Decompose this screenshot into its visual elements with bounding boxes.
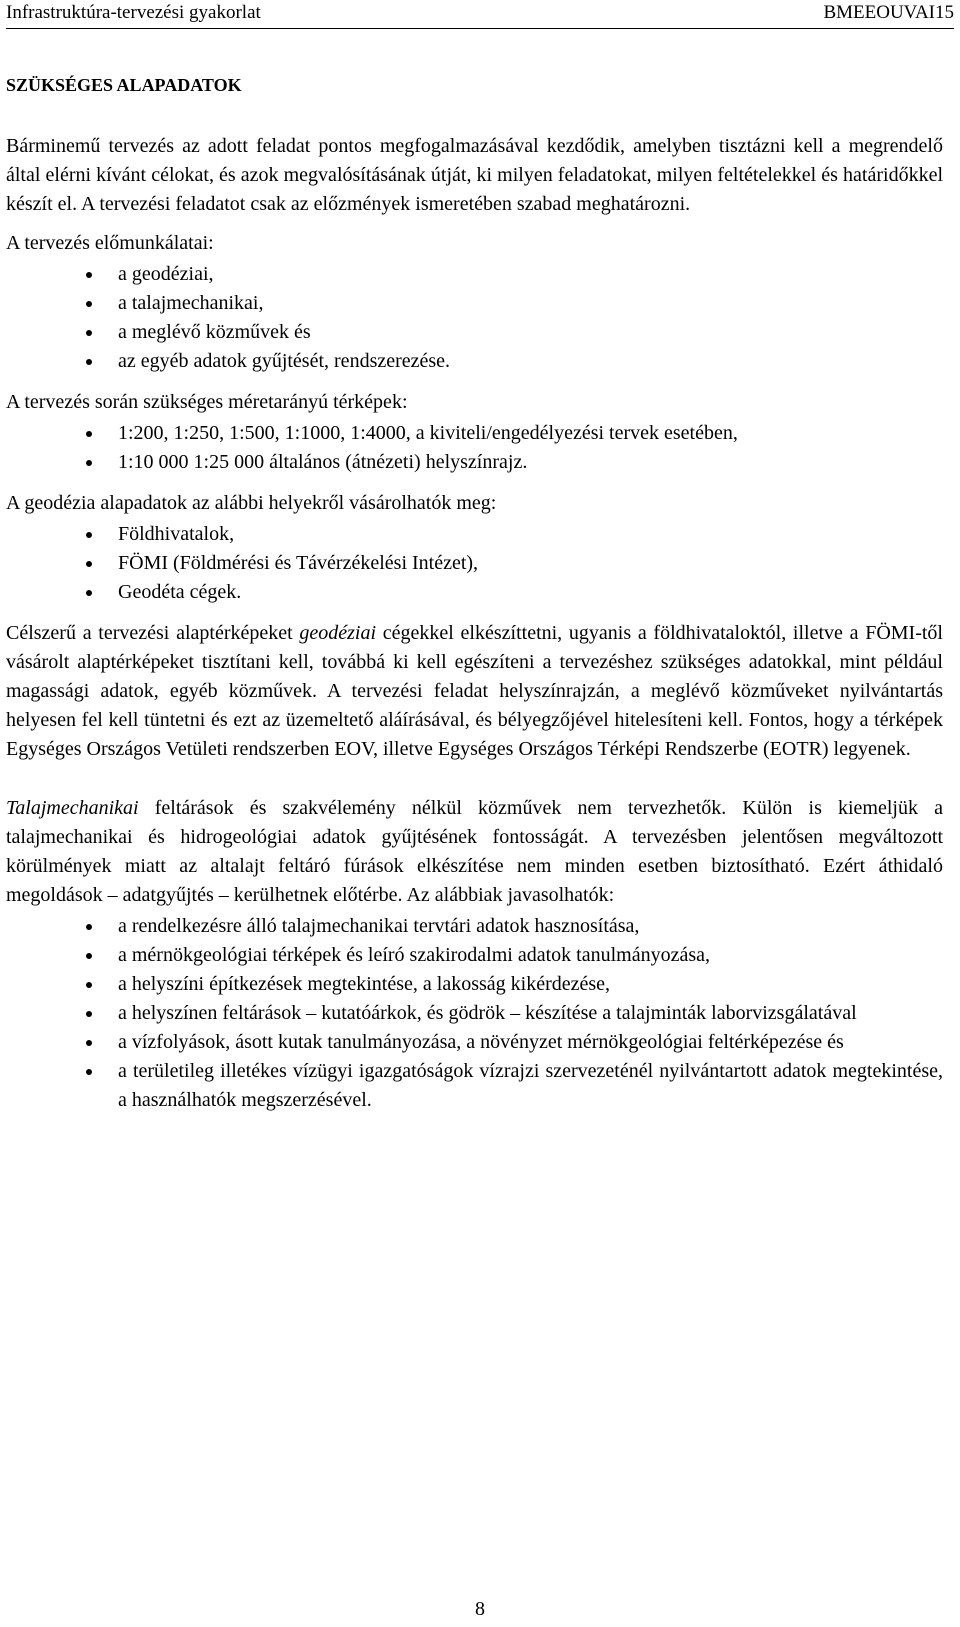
list-item: a geodéziai, [6,260,943,289]
list-item: a helyszínen feltárások – kutatóárkok, és gödrök – készítése a talajminták laborvizsgálatával [6,999,943,1028]
italic-term: geodéziai [299,622,377,644]
preliminary-works-list [6,260,943,376]
paragraph-text: feltárások és szakvélemény nélkül közművek nem tervezhetők. Külön is kiemeljük a talajmechanikai és hidrogeológiai adatok gyűjtésének fontosságát. A tervezésben jelentősen megváltozott körülmények miatt az altalajt feltáró fúrások elkészítése nem minden esetben biztosítható. Ezért áthidaló megoldások – adatgyűjtés – kerülhetnek előtérbe. Az alábbiak javasolhatók: [6,797,943,906]
paragraph-text: cégekkel elkészíttetni, ugyanis a földhivataloktól, illetve a FÖMI-től vásárolt alaptérképeket tisztítani kell, továbbá ki kell egészíteni a tervezéshez szükséges adatokkal, mint például magassági adatok, egyéb közművek. A tervezési feladat helyszínrajzán, a meglévő közműveket nyilvántartás helyesen fel kell tüntetni és ezt az üzemeltető aláírásával, és bélyegzőjével hitelesíteni kell. Fontos, hogy a térképek Egységes Országos Vetületi rendszerben EOV, illetve Egységes Országos Térképi Rendszerbe (EOTR) legyenek. [6,622,943,760]
list-item: a talajmechanikai, [6,289,943,318]
list-item: az egyéb adatok gyűjtését, rendszerezése. [6,347,943,376]
geodesy-sources-list [6,520,943,607]
header-course-title: Infrastruktúra-tervezési gyakorlat [6,2,261,23]
paragraph-spacer [6,764,943,794]
list-item: a mérnökgeológiai térképek és leíró szakirodalmi adatok tanulmányozása, [6,941,943,970]
list-item: 1:200, 1:250, 1:500, 1:1000, 1:4000, a kiviteli/engedélyezési tervek esetében, [6,419,943,448]
soil-mechanics-paragraph [6,794,943,910]
list-item: a helyszíni építkezések megtekintése, a lakosság kikérdezése, [6,970,943,999]
list-item: a vízfolyások, ásott kutak tanulmányozása, a növényzet mérnökgeológiai feltérképezése és [6,1028,943,1057]
section-title: SZÜKSÉGES ALAPADATOK [6,75,242,95]
list-item: a meglévő közművek és [6,318,943,347]
recommendations-list [6,912,943,1115]
preliminary-works-intro: A tervezés előmunkálatai: [6,232,214,254]
base-maps-paragraph [6,619,943,764]
list-item: 1:10 000 1:25 000 általános (átnézeti) helyszínrajz. [6,448,943,477]
page-content [6,72,943,1127]
list-item: Földhivatalok, [6,520,943,549]
list-item: Geodéta cégek. [6,578,943,607]
list-item: FÖMI (Földmérési és Távérzékelési Intézet), [6,549,943,578]
map-scales-intro: A tervezés során szükséges méretarányú térképek: [6,391,408,413]
list-item: a területileg illetékes vízügyi igazgatóságok vízrajzi szervezeténél nyilvántartott adatok megtekintése, a használhatók megszerzésével. [6,1057,943,1115]
header-course-code: BMEEOUVAI15 [823,2,954,23]
map-scales-list [6,419,943,477]
list-item: a rendelkezésre álló talajmechanikai tervtári adatok hasznosítása, [6,912,943,941]
running-header [6,0,954,29]
paragraph-text: Célszerű a tervezési alaptérképeket [6,622,300,644]
intro-paragraph: Bárminemű tervezés az adott feladat pontos megfogalmazásával kezdődik, amelyben tisztázni kell a megrendelő által elérni kívánt célokat, és azok megvalósításának útját, ki milyen feladatokat, milyen feltételekkel és határidőkkel készít el. A tervezési feladatot csak az előzmények ismeretében szabad meghatározni. [6,135,943,215]
italic-term: Talajmechanikai [6,797,139,819]
page-number: 8 [475,1598,485,1620]
geodesy-sources-intro: A geodézia alapadatok az alábbi helyekről vásárolhatók meg: [6,492,497,514]
